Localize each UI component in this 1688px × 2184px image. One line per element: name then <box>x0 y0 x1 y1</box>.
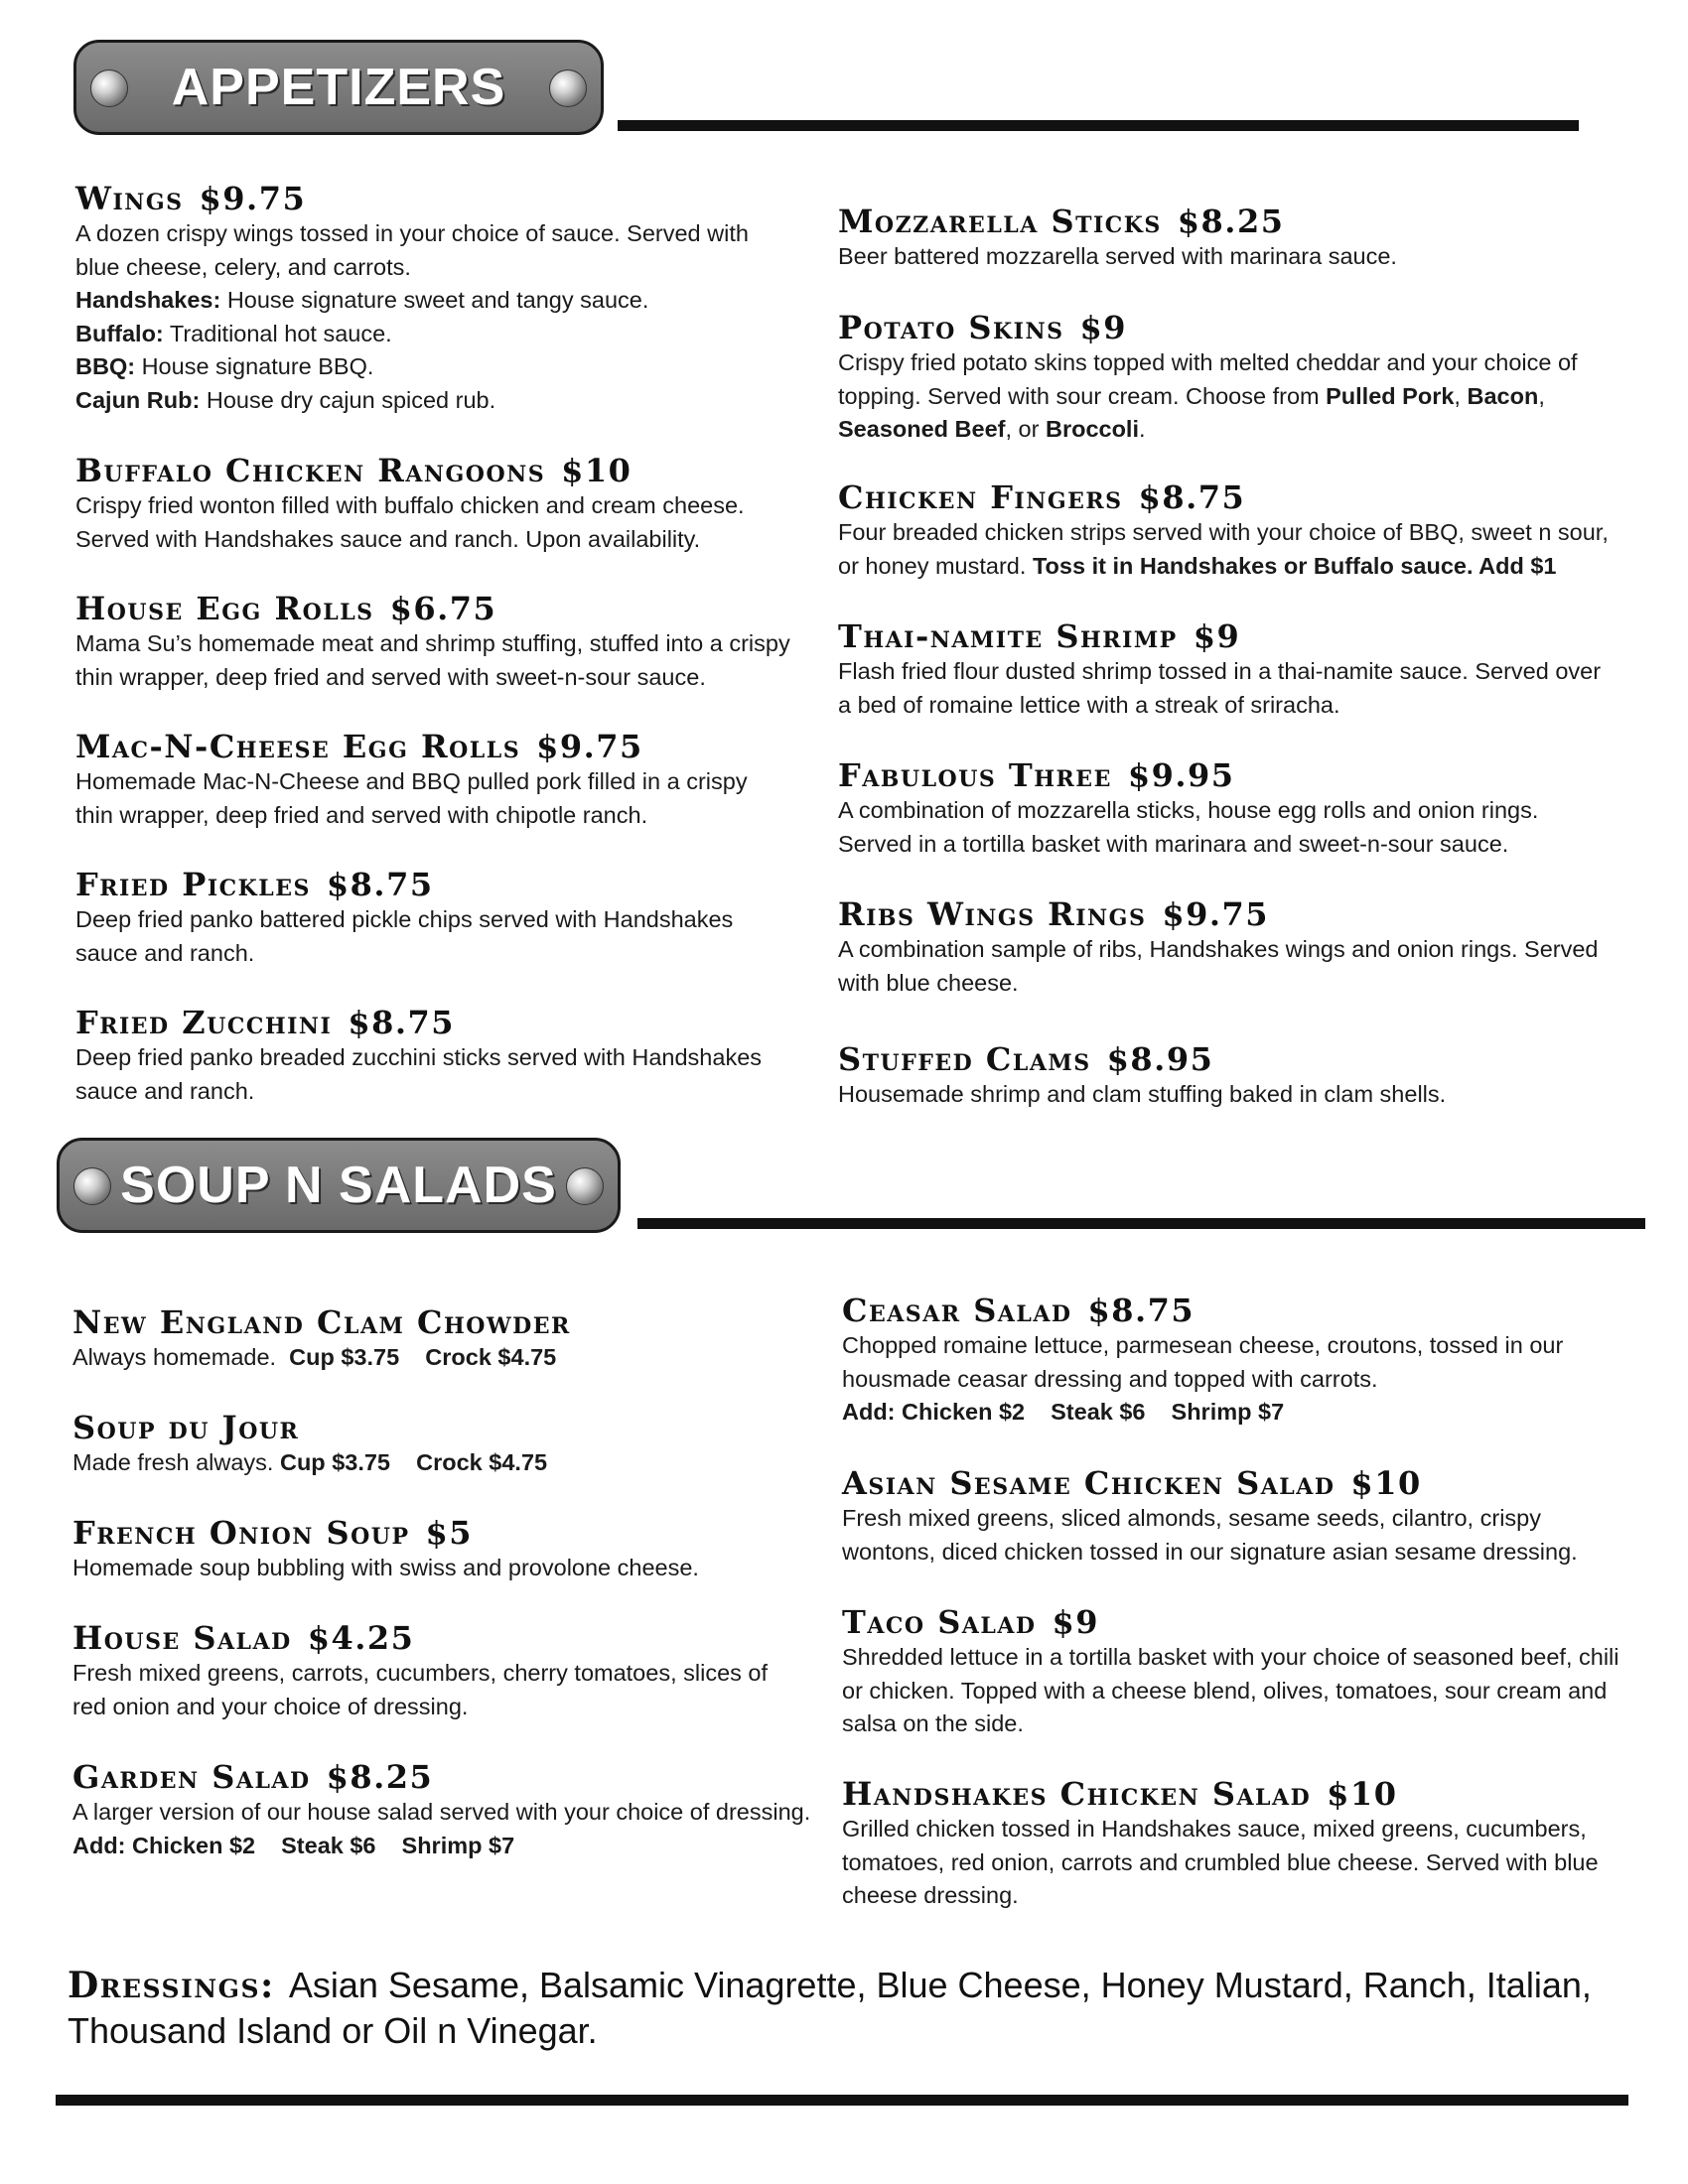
add-ons: Add: Chicken $2 Steak $6 Shrimp $7 <box>72 1832 515 1858</box>
item-title: House Egg Rolls $6.75 <box>75 590 497 627</box>
item-description: Chopped romaine lettuce, parmesean cheese, croutons, tossed in our housmade ceasar dressing and topped with carrots. Add: Chicken $2 Steak $6 Shrimp $7 <box>842 1329 1626 1430</box>
dressings-list: Asian Sesame, Balsamic Vinagrette, Blue Cheese, Honey Mustard, Ranch, Italian, Thousand Island or Oil n Vinegar. <box>68 1965 1592 2051</box>
banner-ball-right <box>566 1167 604 1205</box>
item-description: Grilled chicken tossed in Handshakes sauce, mixed greens, cucumbers, tomatoes, red onion, carrots and crumbled blue cheese. Served with blue cheese dressing. <box>842 1816 1599 1908</box>
menu-item-thai-namite-shrimp <box>838 618 1613 722</box>
item-description: A combination sample of ribs, Handshakes wings and onion rings. Served with blue cheese. <box>838 936 1599 996</box>
item-description: Always homemade. Cup $3.75 Crock $4.75 <box>72 1344 557 1370</box>
menu-item-asian-sesame-chicken-salad <box>842 1465 1626 1569</box>
item-description: A dozen crispy wings tossed in your choice of sauce. Served with blue cheese, celery, and carrots. Handshakes: House signature sweet and tangy sauce. Buffalo: Traditional hot sauce. BBQ: House signature BBQ. Cajun Rub: House dry cajun spiced rub. <box>75 217 790 417</box>
sauce-handshakes: Handshakes: House signature sweet and tangy sauce. <box>75 287 649 313</box>
item-title: Ceasar Salad $8.75 <box>842 1292 1196 1329</box>
menu-item-house-salad <box>72 1620 807 1723</box>
item-title: Mac-N-Cheese Egg Rolls $9.75 <box>75 728 643 765</box>
menu-item-buffalo-chicken-rangoons <box>75 453 790 556</box>
dressings-label: Dressings: <box>68 1965 275 2006</box>
menu-item-soup-du-jour <box>72 1410 807 1480</box>
dressings-line <box>68 1963 1617 2054</box>
soups-title: SOUP N SALADS <box>120 1157 557 1214</box>
appetizers-banner <box>73 40 604 135</box>
menu-item-ribs-wings-rings <box>838 896 1613 1000</box>
menu-item-fried-pickles <box>75 867 790 970</box>
sauce-buffalo: Buffalo: Traditional hot sauce. <box>75 320 392 346</box>
soups-rule <box>637 1218 1645 1229</box>
item-title: House Salad $4.25 <box>72 1619 415 1657</box>
item-description: Mama Su’s homemade meat and shrimp stuffing, stuffed into a crispy thin wrapper, deep fried and served with sweet-n-sour sauce. <box>75 630 790 690</box>
menu-item-mac-n-cheese-egg-rolls <box>75 729 790 832</box>
item-title: Wings $9.75 <box>75 180 307 217</box>
appetizers-title: APPETIZERS <box>171 59 506 116</box>
item-description: Fresh mixed greens, sliced almonds, sesame seeds, cilantro, crispy wontons, diced chicken tossed in our signature asian sesame dressing. <box>842 1505 1578 1565</box>
item-description: Flash fried flour dusted shrimp tossed in a thai-namite sauce. Served over a bed of romaine lettice with a streak of sriracha. <box>838 658 1602 718</box>
item-title: Asian Sesame Chicken Salad $10 <box>842 1464 1422 1502</box>
item-description: Four breaded chicken strips served with your choice of BBQ, sweet n sour, or honey mustard. Toss it in Handshakes or Buffalo sauce. Add $1 <box>838 519 1609 579</box>
menu-item-house-egg-rolls <box>75 591 790 694</box>
item-description: Crispy fried potato skins topped with melted cheddar and your choice of topping. Served with sour cream. Choose from Pulled Pork, Bacon, Seasoned Beef, or Broccoli. <box>838 349 1578 442</box>
menu-item-chicken-fingers <box>838 479 1613 583</box>
item-description: Deep fried panko battered pickle chips served with Handshakes sauce and ranch. <box>75 906 734 966</box>
menu-item-mozzarella-sticks <box>838 204 1613 274</box>
menu-item-potato-skins <box>838 310 1613 447</box>
item-description: Fresh mixed greens, carrots, cucumbers, cherry tomatoes, slices of red onion and your choice of dressing. <box>72 1660 769 1719</box>
appetizers-rule <box>618 120 1579 131</box>
menu-item-taco-salad <box>842 1604 1626 1741</box>
item-title: Ribs Wings Rings $9.75 <box>838 895 1270 933</box>
soups-banner <box>57 1138 621 1233</box>
item-title: Garden Salad $8.25 <box>72 1758 434 1796</box>
menu-item-ceasar-salad <box>842 1293 1626 1430</box>
banner-ball-left <box>90 69 128 107</box>
item-title: Chicken Fingers $8.75 <box>838 478 1246 516</box>
item-description: A larger version of our house salad served with your choice of dressing. Add: Chicken $2 Steak $6 Shrimp $7 <box>72 1796 867 1862</box>
item-title: Fried Zucchini $8.75 <box>75 1004 456 1041</box>
banner-ball-right <box>549 69 587 107</box>
menu-item-new-england-clam-chowder <box>72 1304 807 1375</box>
menu-item-wings <box>75 181 790 417</box>
menu-item-french-onion-soup <box>72 1515 807 1585</box>
item-description: Deep fried panko breaded zucchini sticks served with Handshakes sauce and ranch. <box>75 1044 763 1104</box>
menu-item-handshakes-chicken-salad <box>842 1776 1626 1913</box>
item-description: Housemade shrimp and clam stuffing baked in clam shells. <box>838 1081 1447 1107</box>
item-title: Stuffed Clams $8.95 <box>838 1040 1214 1078</box>
item-title: French Onion Soup $5 <box>72 1514 474 1552</box>
item-title: Fabulous Three $9.95 <box>838 756 1235 794</box>
banner-ball-left <box>73 1167 111 1205</box>
item-description: Homemade Mac-N-Cheese and BBQ pulled pork filled in a crispy thin wrapper, deep fried and served with chipotle ranch. <box>75 768 748 828</box>
bottom-rule <box>56 2095 1628 2106</box>
add-ons: Add: Chicken $2 Steak $6 Shrimp $7 <box>842 1399 1285 1425</box>
item-title: Taco Salad $9 <box>842 1603 1100 1641</box>
menu-item-fried-zucchini <box>75 1005 790 1108</box>
item-title: Buffalo Chicken Rangoons $10 <box>75 452 633 489</box>
item-description: Shredded lettuce in a tortilla basket with your choice of seasoned beef, chili or chicken. Topped with a cheese blend, olives, tomatoes, sour cream and salsa on the side. <box>842 1644 1619 1736</box>
item-title: Mozzarella Sticks $8.25 <box>838 203 1285 240</box>
item-title: Thai-namite Shrimp $9 <box>838 617 1241 655</box>
item-title: Fried Pickles $8.75 <box>75 866 434 903</box>
menu-item-garden-salad <box>72 1759 867 1862</box>
sauce-bbq: BBQ: House signature BBQ. <box>75 353 374 379</box>
item-description: Crispy fried wonton filled with buffalo chicken and cream cheese. Served with Handshakes sauce and ranch. Upon availability. <box>75 492 745 552</box>
item-title: New England Clam Chowder <box>72 1303 571 1341</box>
menu-item-stuffed-clams <box>838 1041 1613 1112</box>
sauce-cajun: Cajun Rub: House dry cajun spiced rub. <box>75 386 496 413</box>
item-title: Potato Skins $9 <box>838 309 1127 346</box>
item-title: Soup du Jour <box>72 1409 300 1446</box>
item-description: Homemade soup bubbling with swiss and provolone cheese. <box>72 1555 699 1580</box>
item-description: Beer battered mozzarella served with marinara sauce. <box>838 243 1397 269</box>
item-title: Handshakes Chicken Salad $10 <box>842 1775 1398 1813</box>
item-description: Made fresh always. Cup $3.75 Crock $4.75 <box>72 1449 548 1475</box>
item-description: A combination of mozzarella sticks, house egg rolls and onion rings. Served in a tortilla basket with marinara and sweet-n-sour sauce. <box>838 797 1539 857</box>
menu-item-fabulous-three <box>838 757 1613 861</box>
